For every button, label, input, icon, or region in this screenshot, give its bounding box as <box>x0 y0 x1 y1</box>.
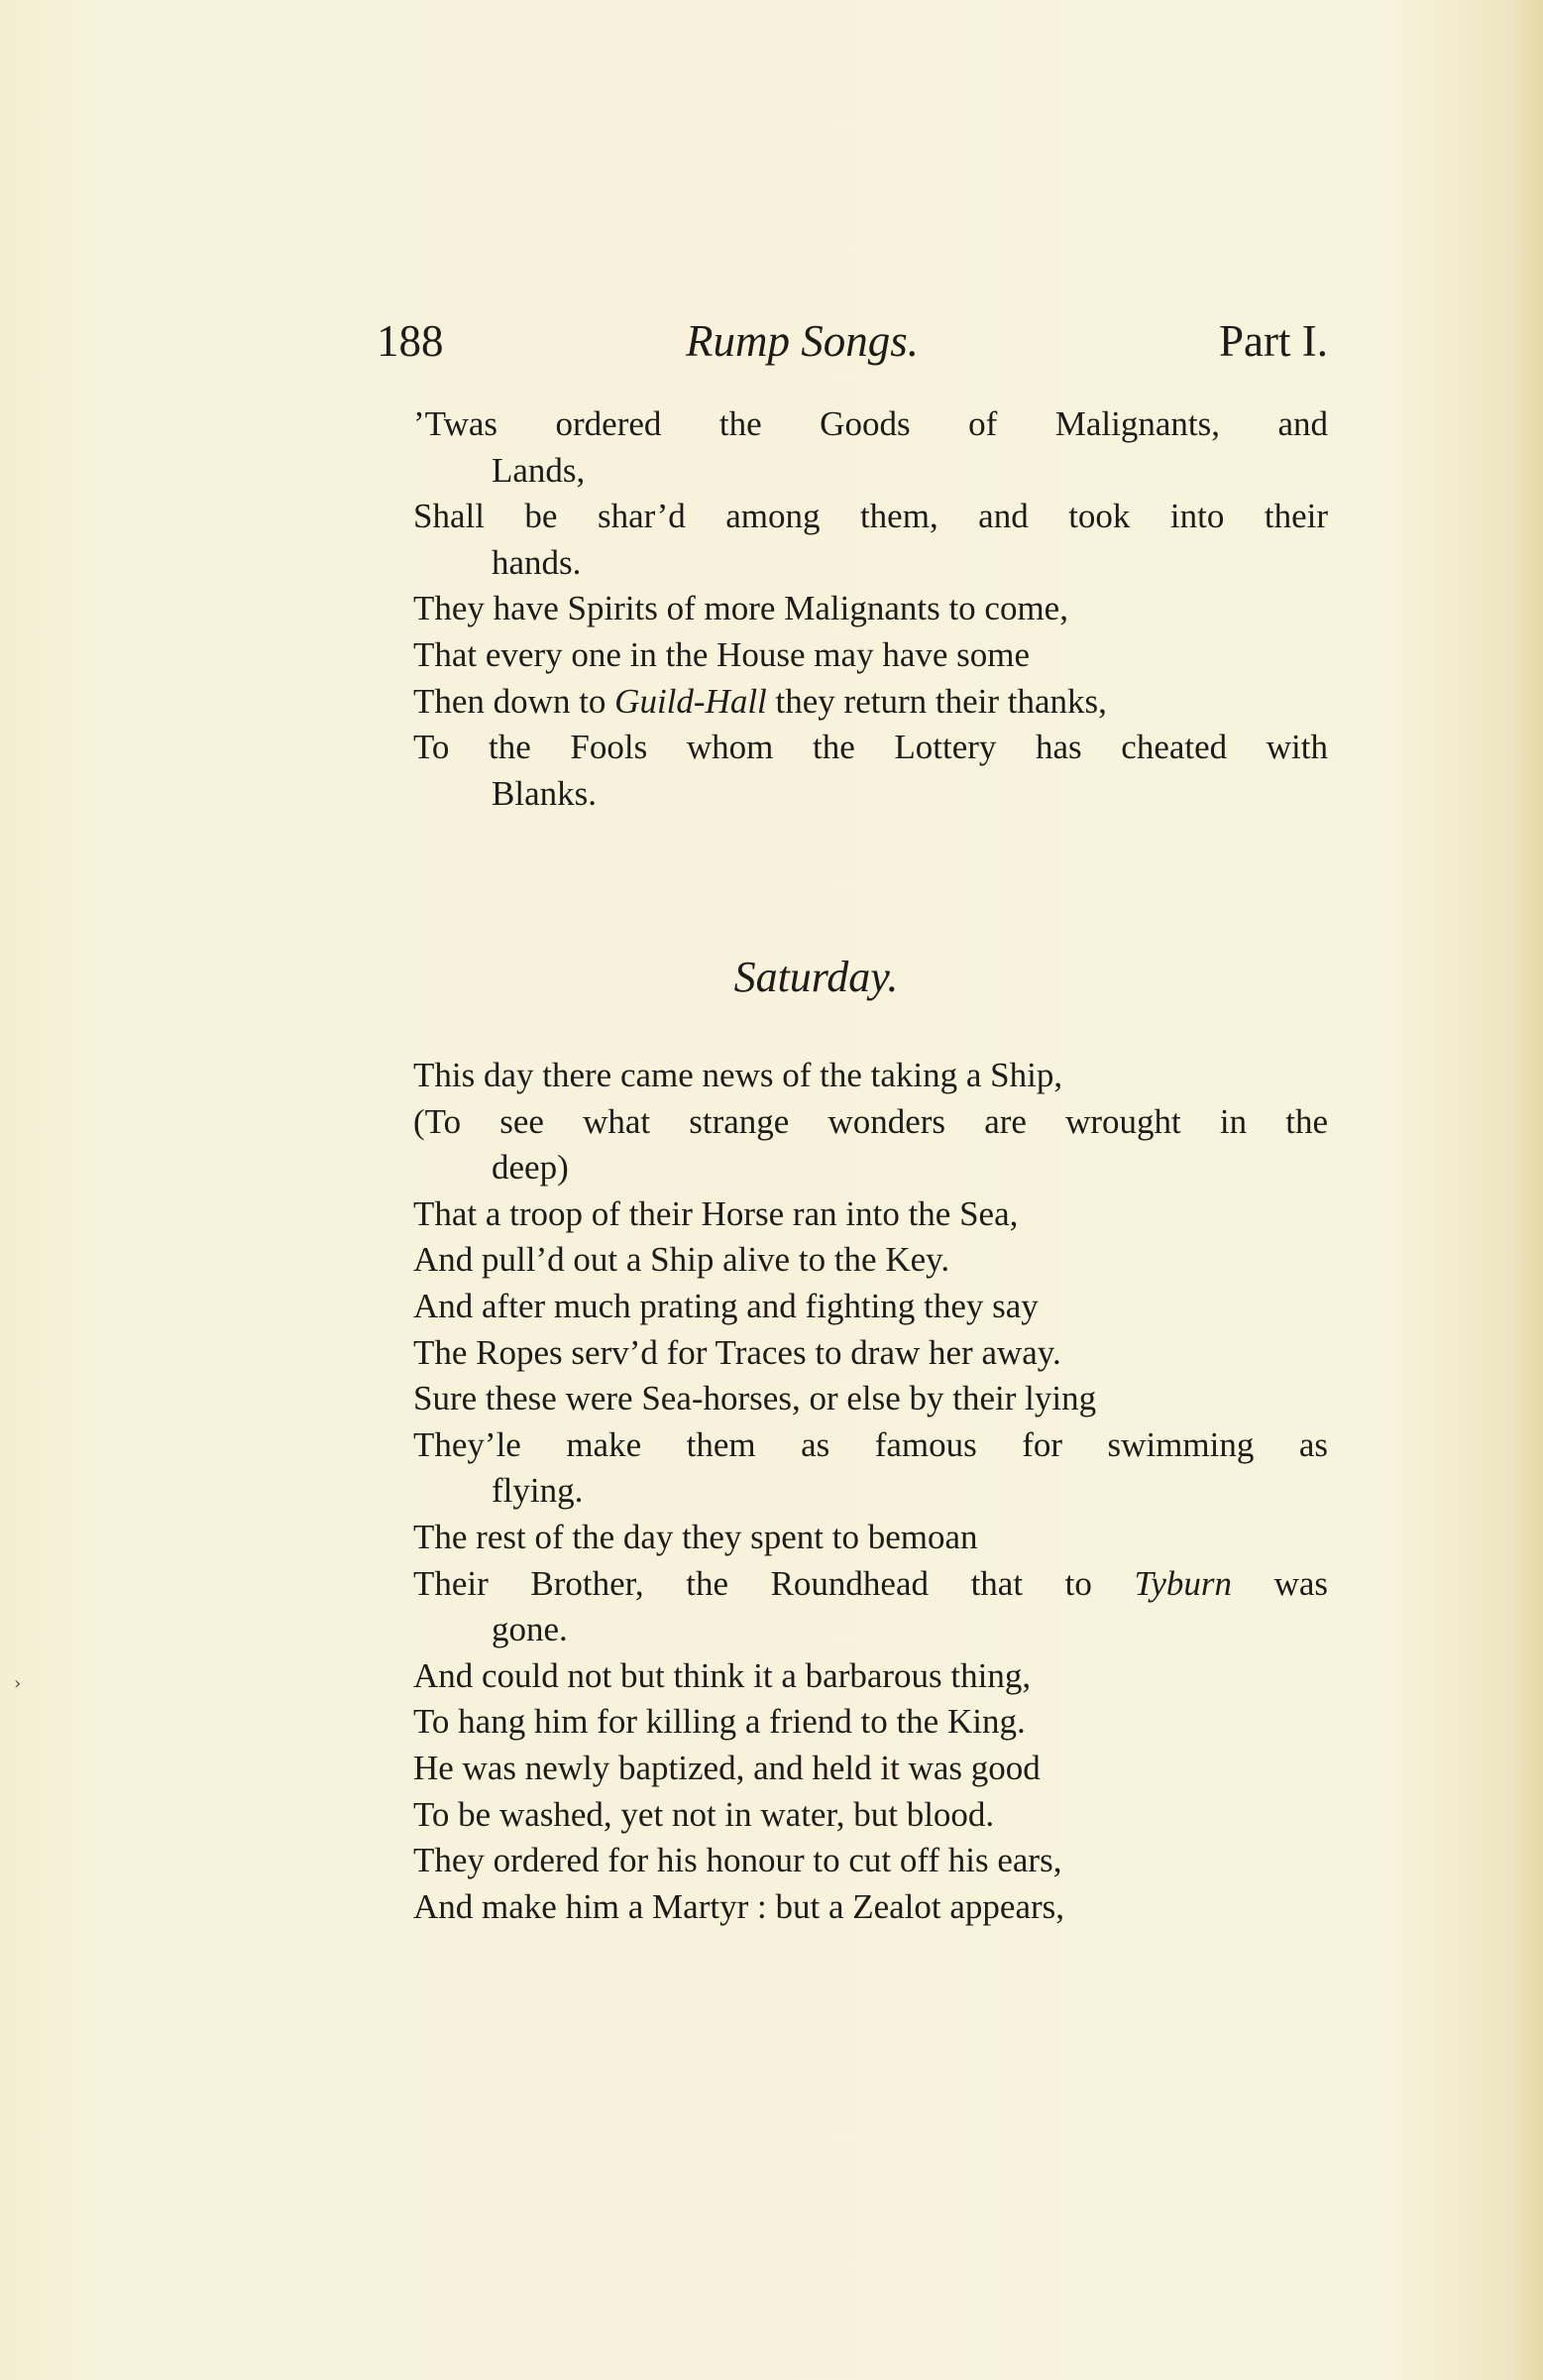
verse-line: They ordered for his honour to cut off his ears, <box>413 1841 1062 1880</box>
verse-line: This day there came news of the taking a Ship, <box>413 1056 1063 1094</box>
verse-line: They have Spirits of more Malignants to come, <box>413 589 1068 628</box>
verse-line: gone. <box>492 1610 568 1649</box>
stanza-2 <box>413 1053 1328 1930</box>
page-edge <box>1513 0 1543 2380</box>
verse-line: And pull’d out a Ship alive to the Key. <box>413 1240 950 1280</box>
marginal-mark: › <box>14 1673 22 1694</box>
running-title: Rump Songs. <box>686 316 919 366</box>
verse-line: They’le make them as famous for swimming as <box>413 1424 1328 1464</box>
verse-line: deep) <box>492 1148 569 1188</box>
part-label: Part I. <box>1219 316 1328 366</box>
verse-line: And after much prating and fighting they say <box>413 1286 1039 1325</box>
verse-line: Sure these were Sea-horses, or else by their lying <box>413 1379 1097 1418</box>
verse-line: That a troop of their Horse ran into the Sea, <box>413 1193 1019 1233</box>
verse-line: And could not but think it a barbarous thing, <box>413 1655 1032 1695</box>
verse-line: The rest of the day they spent to bemoan <box>413 1517 978 1556</box>
verse-line: And make him a Martyr : but a Zealot appears, <box>413 1886 1065 1926</box>
verse-line: That every one in the House may have some <box>413 634 1031 674</box>
verse-line: He was newly baptized, and held it was good <box>413 1748 1041 1787</box>
verse-line: Blanks. <box>492 773 597 813</box>
verse-line: To be washed, yet not in water, but blood. <box>413 1794 995 1834</box>
verse-line: Their Brother, the Roundhead that to Tyburn was <box>413 1563 1329 1603</box>
verse-line: The Ropes serv’d for Traces to draw her away. <box>413 1332 1061 1372</box>
verse-line: To hang him for killing a friend to the King. <box>413 1702 1026 1742</box>
verse-line: Then down to Guild-Hall they return their thanks, <box>413 681 1107 721</box>
verse-line: Lands, <box>492 450 586 490</box>
verse-line: ’Twas ordered the Goods of Malignants, and <box>413 404 1328 443</box>
running-header <box>377 315 1328 375</box>
stanza-1 <box>413 401 1328 817</box>
verse-line: Shall be shar’d among them, and took into their <box>413 497 1328 536</box>
page-number: 188 <box>377 316 444 366</box>
verse-line: To the Fools whom the Lottery has cheated with <box>413 728 1328 767</box>
verse-line: (To see what strange wonders are wrought in the <box>413 1101 1328 1141</box>
verse-line: hands. <box>492 542 582 582</box>
section-title: Saturday. <box>733 953 899 1001</box>
verse-line: flying. <box>492 1471 584 1511</box>
